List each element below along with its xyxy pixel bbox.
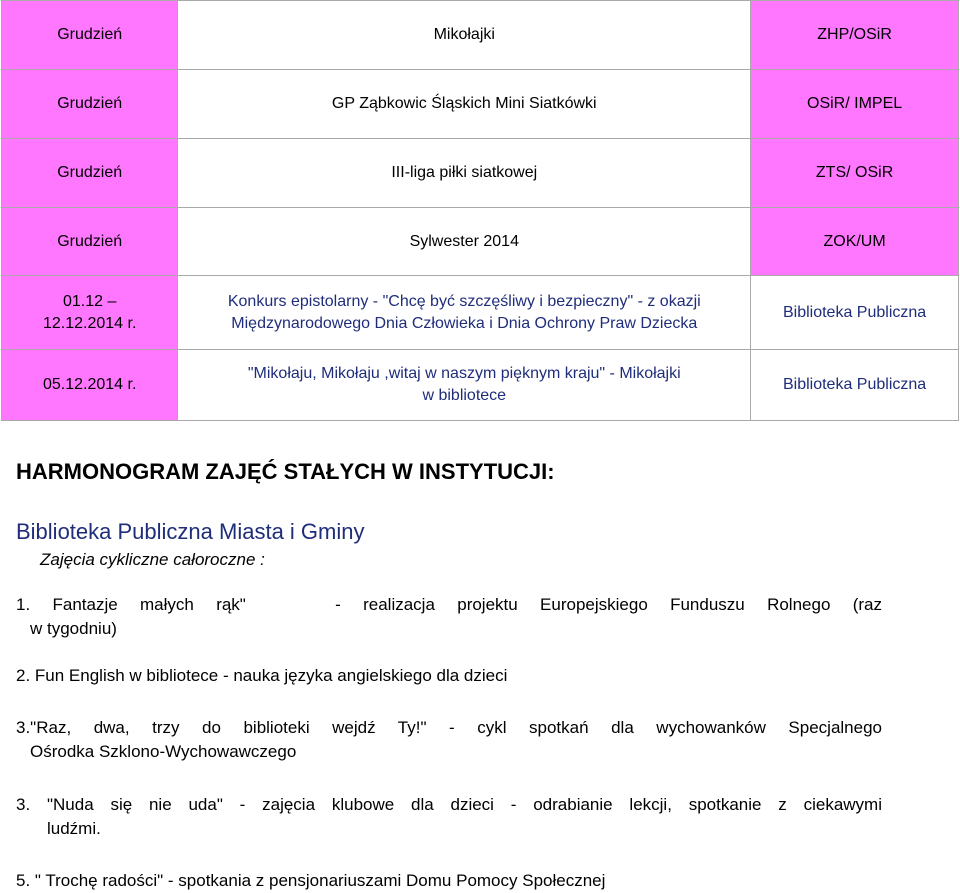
event-cell xyxy=(178,276,751,350)
events-table xyxy=(1,0,959,421)
list-item xyxy=(16,793,882,841)
list-item xyxy=(16,869,882,893)
organizer-cell: Biblioteka Publiczna xyxy=(751,350,959,421)
date-cell: Grudzień xyxy=(2,70,178,139)
item-line: Ośrodka Szklono-Wychowawczego xyxy=(30,742,297,761)
item-line: 3."Raz, dwa, trzy do biblioteki wejdź Ty!" - cykl spotkań dla wychowanków Specjalnego xyxy=(16,718,882,737)
item-line: 5. " Trochę radości" - spotkania z pensjonariuszami Domu Pomocy Społecznej xyxy=(16,871,606,890)
item-line: 1. Fantazje małych rąk" - realizacja projektu Europejskiego Funduszu Rolnego (raz xyxy=(16,595,882,614)
date-cell: Grudzień xyxy=(2,1,178,70)
item-line: 2. Fun English w bibliotece - nauka języka angielskiego dla dzieci xyxy=(16,666,508,685)
date-line: 01.12 – xyxy=(63,292,117,310)
list-item xyxy=(16,716,882,764)
list-item xyxy=(16,593,882,641)
date-cell: Grudzień xyxy=(2,208,178,276)
date-line: 12.12.2014 r. xyxy=(42,314,137,332)
event-cell: GP Ząbkowic Śląskich Mini Siatkówki xyxy=(178,70,751,139)
table-row xyxy=(2,208,959,276)
item-line: ludźmi. xyxy=(47,819,101,838)
event-cell: Mikołajki xyxy=(178,1,751,70)
date-cell: Grudzień xyxy=(2,139,178,208)
event-cell xyxy=(178,350,751,421)
table-row xyxy=(2,1,959,70)
organizer-cell: ZHP/OSiR xyxy=(751,1,959,70)
list-item xyxy=(16,664,882,688)
event-line: Międzynarodowego Dnia Człowieka i Dnia Ochrony Praw Dziecka xyxy=(231,314,698,332)
table-row xyxy=(2,70,959,139)
item-line: w tygodniu) xyxy=(30,619,117,638)
organizer-cell: ZTS/ OSiR xyxy=(751,139,959,208)
organizer-cell: Biblioteka Publiczna xyxy=(751,276,959,350)
organizer-cell: ZOK/UM xyxy=(751,208,959,276)
event-cell: Sylwester 2014 xyxy=(178,208,751,276)
table-row xyxy=(2,350,959,421)
event-line: Konkurs epistolarny - "Chcę być szczęśliwy i bezpieczny" - z okazji xyxy=(227,292,701,310)
table-row xyxy=(2,139,959,208)
event-line: w bibliotece xyxy=(422,387,507,404)
date-cell: 05.12.2014 r. xyxy=(2,350,178,421)
event-cell: III-liga piłki siatkowej xyxy=(178,139,751,208)
table-row xyxy=(2,276,959,350)
schedule-note: Zajęcia cykliczne całoroczne : xyxy=(40,550,265,569)
event-line: "Mikołaju, Mikołaju ,witaj w naszym pięknym kraju" - Mikołajki xyxy=(247,365,681,382)
item-line: 3. "Nuda się nie uda" - zajęcia klubowe dla dzieci - odrabianie lekcji, spotkanie z ciekawymi xyxy=(16,795,882,814)
organizer-cell: OSiR/ IMPEL xyxy=(751,70,959,139)
date-cell xyxy=(2,276,178,350)
library-subheading: Biblioteka Publiczna Miasta i Gminy xyxy=(16,519,365,544)
schedule-heading: HARMONOGRAM ZAJĘĆ STAŁYCH W INSTYTUCJI: xyxy=(16,459,555,484)
